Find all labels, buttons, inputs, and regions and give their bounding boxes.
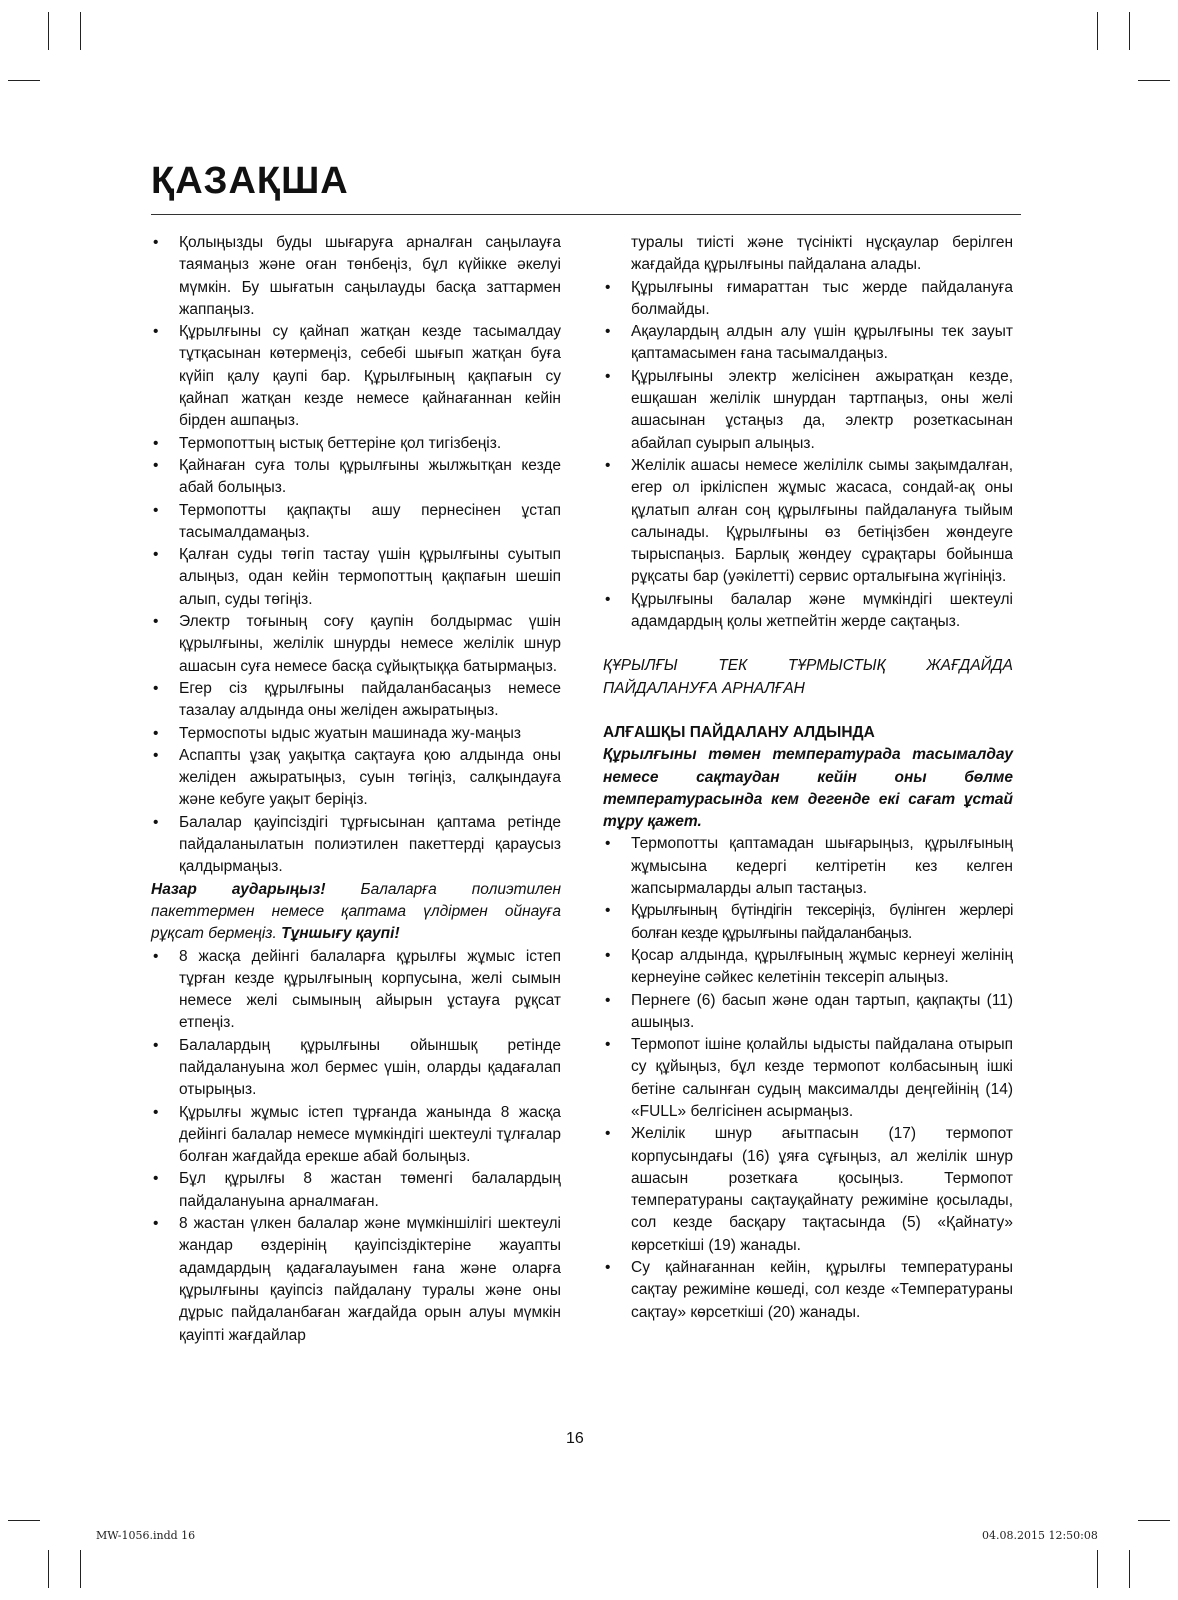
section-intro: Құрылғыны төмен температурада тасымалдау немесе сақтаудан кейін оны бөлме температурасында кем дегенде екі сағат ұстай тұру қажет. <box>603 746 1013 831</box>
list-item: • Су қайнағаннан кейін, құрылғы температураны сақтау режиміне көшеді, сол кезде «Температураны сақтау» көрсеткіші (20) жанады. <box>603 1257 1013 1324</box>
list-item: • Желілік ашасы немесе желілілк сымы зақымдалған, егер ол іркіліспен жұмыс жасаса, сондай-ақ оны құлатып алған соң құрылғыны пайдалануға тыйым салынады. Құрылғыны өз бетіңізбен жөндеуге тырыспаңыз. Барлық жөндеу сұрақтары бойынша рұқсаты бар (уәкілетті) сервис орталығына жүгініңіз. <box>603 455 1013 589</box>
list-item: • Ақаулардың алдын алу үшін құрылғыны тек зауыт қаптамасымен ғана тасымалдаңыз. <box>603 321 1013 366</box>
footer-timestamp: 04.08.2015 12:50:08 <box>982 1529 1098 1542</box>
list-item: • Қайнаған суға толы құрылғыны жылжытқан кезде абай болыңыз. <box>151 455 561 500</box>
warning-text: Балаларға полиэтилен пакеттермен немесе қаптама үлдірмен ойнауға рұқсат бермеңіз. <box>151 880 561 943</box>
list-item: • Пернеге (6) басып және одан тартып, қақпақты (11) ашыңыз. <box>603 990 1013 1035</box>
list-item: • Термоспоты ыдыс жуатын машинада жу-маңыз <box>151 723 561 745</box>
list-item: • 8 жасқа дейінгі балаларға құрылғы жұмыс істеп тұрған кезде құрылғының корпусына, желі сымын немесе желі сымының айырын ұстауға рұқсат етпеңіз. <box>151 946 561 1035</box>
crop-mark <box>8 1520 40 1521</box>
list-item: • 8 жастан үлкен балалар және мүмкіншілігі шектеулі жандар өздерінің қауіпсіздіктеріне жауапты адамдардың қадағалауымен ғана және оларға құрылғыны қауіпсіз пайдалану туралы және оны дұрыс пайдаланбаған жағдайда орын алуы мүмкін қауіпті жағдайлар <box>151 1213 561 1347</box>
list-item: • Құрылғы жұмыс істеп тұрғанда жанында 8 жасқа дейінгі балалар немесе мүмкіндігі шектеулі тұлғалар болған жағдайда ерекше абай болыңыз. <box>151 1102 561 1169</box>
suffocation-warning <box>151 879 561 946</box>
first-use-list <box>603 833 1013 1324</box>
crop-mark <box>1138 80 1170 81</box>
list-item: • Термопот ішіне қолайлы ыдысты пайдалана отырып су құйыңыз, бұл кезде термопот колбасының ішкі бетіне салынған судың максималды деңгейінің (14) «FULL» белгісінен асырмаңыз. <box>603 1034 1013 1123</box>
page-number: 16 <box>566 1430 584 1447</box>
section-heading: АЛҒАШҚЫ ПАЙДАЛАНУ АЛДЫНДА <box>603 723 875 741</box>
list-item: • Термопотты қақпақты ашу пернесінен ұстап тасымалдамаңыз. <box>151 500 561 545</box>
title-divider <box>151 214 1021 215</box>
crop-mark <box>1097 1550 1098 1588</box>
safety-list-2 <box>151 946 561 1347</box>
household-use-note: ҚҰРЫЛҒЫ ТЕК ТҰРМЫСТЫҚ ЖАҒДАЙДА ПАЙДАЛАНУҒА АРНАЛҒАН <box>603 657 1013 697</box>
list-item: • Қолыңызды буды шығаруға арналған саңылауға таямаңыз және оған төнбеңіз, бұл күйікке әкелуі мүмкін. Бу шығатын саңылауды басқа заттармен жаппаңыз. <box>151 232 561 321</box>
crop-mark <box>80 12 81 50</box>
crop-mark <box>8 80 40 81</box>
list-item: • Құрылғыны электр желісінен ажыратқан кезде, ешқашан желілік шнурдан тартпаңыз, оны желі ашасынан ұстаңыз да, электр розеткасынан абайлап суырып алыңыз. <box>603 366 1013 455</box>
list-item: • Балалардың құрылғыны ойыншық ретінде пайдалануына жол бермес үшін, оларды қадағалап отырыңыз. <box>151 1035 561 1102</box>
list-item: • Қосар алдында, құрылғының жұмыс кернеуі желінің кернеуіне сәйкес келетінін тексеріп алыңыз. <box>603 945 1013 990</box>
list-item: • Құрылғының бүтіндігін тексеріңіз, бүлінген жерлері болған кезде құрылғыны пайдаланбаңыз. <box>603 900 1013 945</box>
right-column <box>603 232 1013 1324</box>
list-item: • Бұл құрылғы 8 жастан төменгі балалардың пайдалануына арналмаған. <box>151 1168 561 1213</box>
warning-end: Тұншығу қаупі! <box>281 925 400 943</box>
continuation-text: туралы тиісті және түсінікті нұсқаулар берілген жағдайда құрылғыны пайдалана алады. <box>631 234 1013 274</box>
list-item: • Құрылғыны балалар және мүмкіндігі шектеулі адамдардың қолы жетпейтін жерде сақтаңыз. <box>603 589 1013 634</box>
safety-list-1 <box>151 232 561 879</box>
list-item: • Құрылғыны су қайнап жатқан кезде тасымалдау тұтқасынан көтермеңіз, себебі шығып жатқан буға күйіп қалу қаупі бар. Құрылғының қақпағын су қайнап жатқан кезде немесе қайнағаннан кейін бірден ашпаңыз. <box>151 321 561 432</box>
crop-mark <box>48 1550 49 1588</box>
crop-mark <box>1097 12 1098 50</box>
safety-list-3 <box>603 277 1013 634</box>
list-item: • Құрылғыны ғимараттан тыс жерде пайдалануға болмайды. <box>603 277 1013 322</box>
list-item: • Желілік шнур ағытпасын (17) термопот корпусындағы (16) ұяға сұғыңыз, ал желілік шнур ашасын розеткаға қосыңыз. Термопот температураны сақтауқайнату режиміне қосылады, сол кезде басқару тақтасында (5) «Қайнату» көрсеткіші (19) жанады. <box>603 1123 1013 1257</box>
crop-mark <box>1129 1550 1130 1588</box>
crop-mark <box>1138 1520 1170 1521</box>
list-item: • Балалар қауіпсіздігі тұрғысынан қаптама ретінде пайдаланылатын полиэтилен пакеттерді қараусыз қалдырмаңыз. <box>151 812 561 879</box>
crop-mark <box>80 1550 81 1588</box>
left-column <box>151 232 561 1347</box>
list-item: • Егер сіз құрылғыны пайдаланбасаңыз немесе тазалау алдында оны желіден ажыратыңыз. <box>151 678 561 723</box>
list-item: • Электр тоғының соғу қаупін болдырмас үшін құрылғыны, желілік шнурды немесе желілік шнур ашасын суға немесе басқа сұйықтыққа батырмаңыз. <box>151 611 561 678</box>
crop-mark <box>1129 12 1130 50</box>
list-item: • Термопотты қаптамадан шығарыңыз, құрылғының жұмысына кедергі келтіретін кез келген жапсырмаларды алып тастаңыз. <box>603 833 1013 900</box>
list-item: • Термопоттың ыстық беттеріне қол тигізбеңіз. <box>151 433 561 455</box>
footer-filename: MW-1056.indd 16 <box>96 1529 196 1542</box>
crop-mark <box>48 12 49 50</box>
warning-label: Назар аударыңыз! <box>151 880 326 898</box>
list-item: • Қалған суды төгіп тастау үшін құрылғыны суытып алыңыз, одан кейін термопоттың қақпағын шешіп алып, суды төгіңіз. <box>151 544 561 611</box>
page-title: ҚАЗАҚША <box>151 160 349 202</box>
list-item: • Аспапты ұзақ уақытқа сақтауға қою алдында оны желіден ажыратыңыз, суын төгіңіз, салқындауға және кебуге уақыт беріңіз. <box>151 745 561 812</box>
